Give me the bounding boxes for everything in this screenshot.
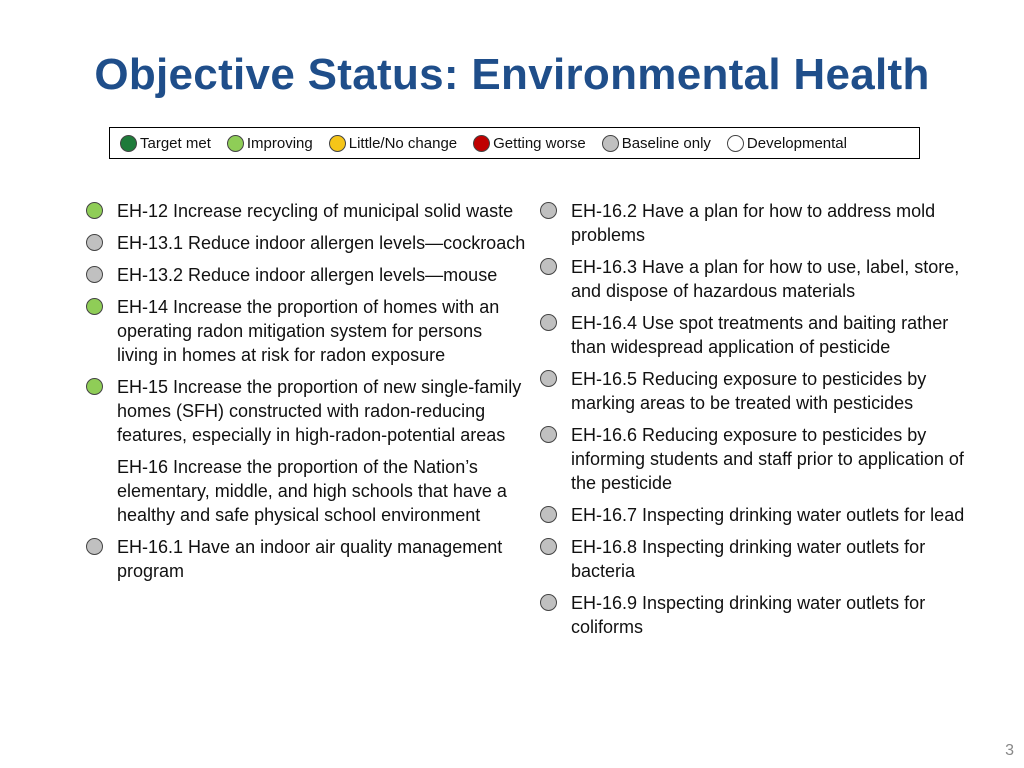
objective-text: EH-16.4 Use spot treatments and baiting rather than widespread application of pesticide [571, 313, 949, 357]
objective-text: EH-16.2 Have a plan for how to address mold problems [571, 201, 936, 245]
page-number: 3 [1005, 742, 1014, 759]
baseline-only-status-icon [540, 538, 557, 555]
objective-text: EH-13.2 Reduce indoor allergen levels—mouse [117, 265, 498, 285]
improving-status-icon [86, 298, 103, 315]
legend-item-getting-worse [473, 135, 586, 152]
objective-text: EH-12 Increase recycling of municipal solid waste [117, 201, 514, 221]
baseline-only-status-icon [540, 202, 557, 219]
legend-item-baseline-only [602, 135, 711, 152]
objective-text: EH-13.1 Reduce indoor allergen levels—cockroach [117, 233, 526, 253]
baseline-only-status-icon [540, 258, 557, 275]
objective-item [540, 535, 970, 583]
objective-text: EH-16.5 Reducing exposure to pesticides by marking areas to be treated with pesticides [571, 369, 927, 413]
legend-item-developmental [727, 135, 847, 152]
objective-item [540, 423, 970, 495]
objective-item [540, 311, 970, 359]
baseline-only-status-icon [540, 370, 557, 387]
objective-text: EH-14 Increase the proportion of homes with an operating radon mitigation system for persons living in homes at risk for radon exposure [117, 297, 500, 365]
developmental-status-icon [727, 135, 744, 152]
legend-item-target-met [120, 135, 211, 152]
legend-label: Target met [140, 134, 211, 152]
little-no-change-status-icon [329, 135, 346, 152]
baseline-only-status-icon [540, 426, 557, 443]
baseline-only-status-icon [86, 234, 103, 251]
objective-text: EH-15 Increase the proportion of new single-family homes (SFH) constructed with radon-reducing features, especially in high-radon-potential areas [117, 377, 522, 445]
objective-item [86, 263, 526, 287]
legend-label: Improving [246, 134, 313, 152]
baseline-only-status-icon [540, 594, 557, 611]
objective-text: EH-16 Increase the proportion of the Nation’s elementary, middle, and high schools that have a healthy and safe physical school environment [117, 457, 507, 525]
target-met-status-icon [120, 135, 137, 152]
baseline-only-status-icon [86, 266, 103, 283]
baseline-only-status-icon [86, 538, 103, 555]
improving-status-icon [86, 378, 103, 395]
objective-item [86, 199, 526, 223]
objective-item [86, 375, 526, 447]
objective-text: EH-16.1 Have an indoor air quality management program [117, 537, 503, 581]
objective-item [540, 367, 970, 415]
objective-text: EH-16.9 Inspecting drinking water outlets for coliforms [571, 593, 926, 637]
baseline-only-status-icon [540, 314, 557, 331]
status-legend [109, 127, 920, 159]
baseline-only-status-icon [602, 135, 619, 152]
objective-item [540, 591, 970, 639]
objectives-right-column [540, 199, 970, 647]
objective-text: EH-16.8 Inspecting drinking water outlets for bacteria [571, 537, 926, 581]
slide-title: Objective Status: Environmental Health [94, 50, 930, 99]
objective-item [540, 503, 970, 527]
objective-item [86, 535, 526, 583]
legend-label: Getting worse [493, 134, 586, 152]
legend-label: Baseline only [621, 134, 711, 152]
improving-status-icon [227, 135, 244, 152]
objective-item [540, 199, 970, 247]
legend-item-improving [227, 135, 313, 152]
baseline-only-status-icon [540, 506, 557, 523]
objective-item [86, 295, 526, 367]
objective-item [86, 231, 526, 255]
getting-worse-status-icon [473, 135, 490, 152]
objective-item [540, 255, 970, 303]
objective-text: EH-16.3 Have a plan for how to use, label, store, and dispose of hazardous materials [571, 257, 960, 301]
objective-text: EH-16.6 Reducing exposure to pesticides by informing students and staff prior to application of the pesticide [571, 425, 964, 493]
legend-item-little-no-change [329, 135, 457, 152]
legend-label: Little/No change [348, 134, 458, 152]
objective-text: EH-16.7 Inspecting drinking water outlets for lead [571, 505, 965, 525]
improving-status-icon [86, 202, 103, 219]
objectives-left-column [86, 199, 526, 591]
objective-item [86, 455, 526, 527]
legend-label: Developmental [746, 134, 847, 152]
